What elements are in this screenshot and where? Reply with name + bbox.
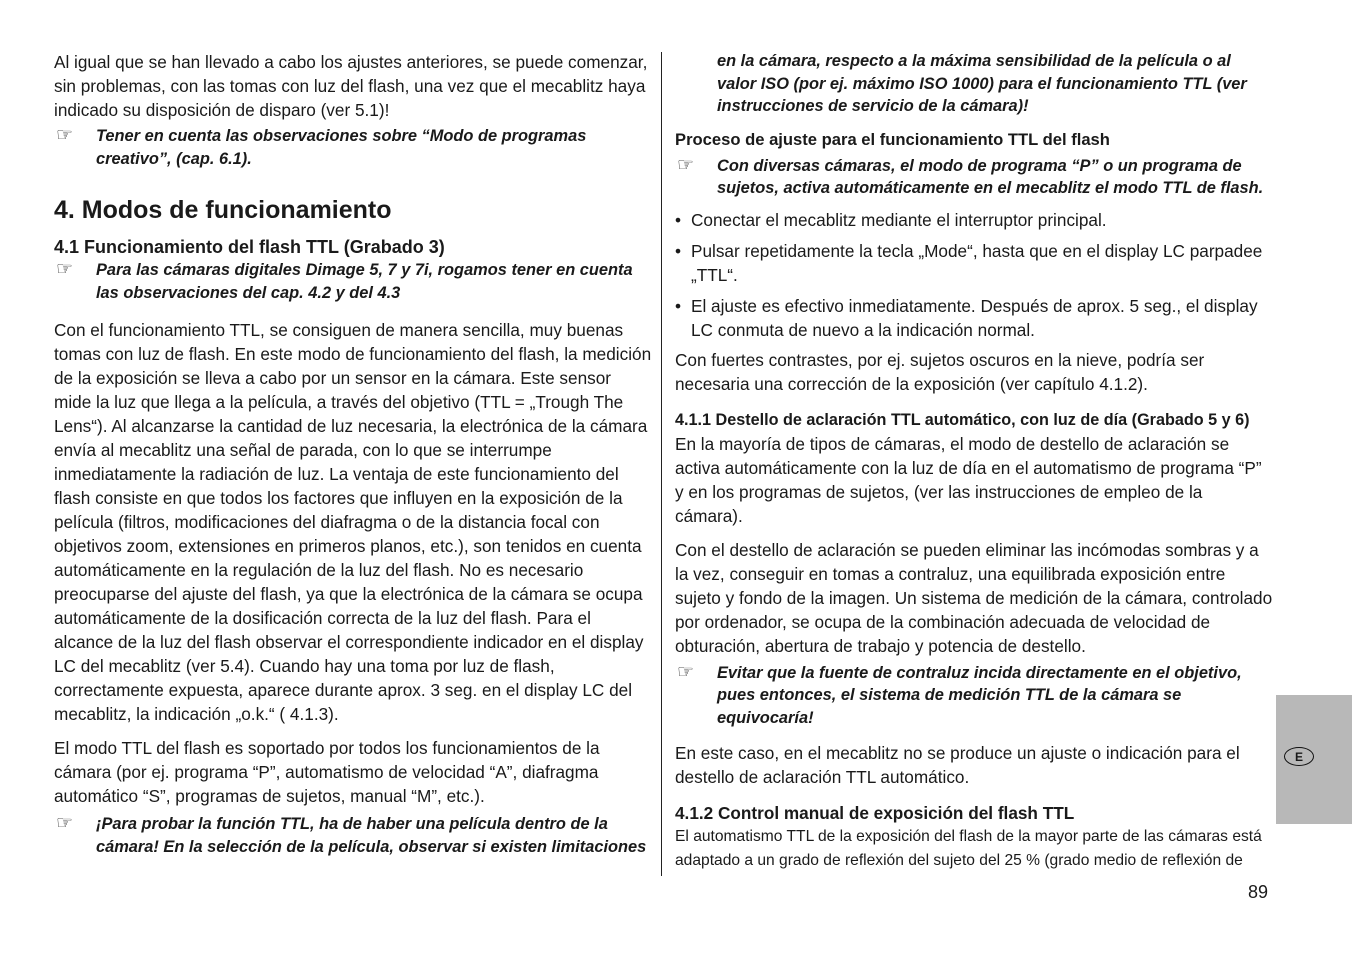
pointing-hand-icon: ☞ (677, 661, 695, 683)
paragraph-modo-ttl: El modo TTL del flash es soportado por todos los funcionamientos de la cámara (por ej. programa “P”, automatismo de velocidad “A”, diafragma automático “S”, programas de sujetos, manual “M”, etc.). (54, 738, 600, 806)
note-dimage: ☞ Para las cámaras digitales Dimage 5, 7 y 7i, rogamos tener en cuenta las observaciones del cap. 4.2 y del 4.3 (54, 259, 652, 304)
note-modo-p: ☞ Con diversas cámaras, el modo de programa “P” o un programa de sujetos, activa automáticamente en el mecablitz el modo TTL de flash. (675, 155, 1273, 200)
note-probar-ttl: ☞ ¡Para probar la función TTL, ha de haber una película dentro de la cámara! En la selección de la película, observar si existen limitaciones (54, 813, 652, 858)
note-contraluz: ☞ Evitar que la fuente de contraluz incida directamente en el objetivo, pues entonces, el sistema de medición TTL de la cámara se equivocaría! (675, 662, 1273, 730)
language-badge: E (1284, 747, 1314, 766)
list-item: • El ajuste es efectivo inmediatamente. Después de aprox. 5 seg., el display LC conmuta de nuevo a la indicación normal. (675, 295, 1258, 340)
heading-proceso: Proceso de ajuste para el funcionamiento TTL del flash (675, 129, 1110, 149)
bullet-icon: • (675, 295, 682, 316)
left-column (54, 50, 652, 858)
paragraph-automatismo: El automatismo TTL de la exposición del flash de la mayor parte de las cámaras está adaptado a un grado de reflexión del sujeto del 25 % (grado medio de reflexión de (675, 828, 1262, 869)
paragraph-intro: Al igual que se han llevado a cabo los ajustes anteriores, se puede comenzar, sin problemas, con las tomas con luz del flash, una vez que el mecablitz haya indicado su disposición de disparo (ver 5.1)! (54, 52, 648, 120)
paragraph-contrastes: Con fuertes contrastes, por ej. sujetos oscuros en la nieve, podría ser necesaria una corrección de la exposición (ver capítulo 4.1.2). (675, 349, 1205, 394)
pointing-hand-icon: ☞ (56, 259, 74, 280)
heading-4-1: 4.1 Funcionamiento del flash TTL (Grabado 3) (54, 237, 445, 257)
right-column (675, 50, 1273, 873)
pointing-hand-icon: ☞ (56, 125, 74, 146)
page-number: 89 (1248, 882, 1269, 902)
paragraph-ttl: Con el funcionamiento TTL, se consiguen de manera sencilla, muy buenas tomas con luz de flash. En este modo de funcionamiento del flash, la medición de la exposición se lleva a cabo por un sensor en la cámara. Este sensor mide la luz que llega a la película, a través del objetivo (TTL = „Trough The Lens“). Al alcanzarse la cantidad de luz necesaria, la electrónica de la cámara envía al mecablitz una señal de parada, con lo que se interrumpe inmediatamente la radiación de luz. La ventaja de este funcionamiento del flash consiste en que todos los factores que influyen en la exposición de la película (filtros, modificaciones del diafragma o de la distancia focal con objetivos zoom, extensiones en primeros planos, etc.), son tenidos en cuenta automáticamente en la regulación de la luz del flash. No es necesario preocuparse del ajuste del flash, ya que la electrónica de la cámara se ocupa automáticamente de la dosificación correcta de la luz del flash. Para el alcance de la luz del flash observar el correspondiente indicador en el display LC del mecablitz (ver 5.4). Cuando hay una toma por luz de flash, correctamente expuesta, aparece durante aprox. 3 seg. en el display LC del mecablitz, la indicación „o.k.“ ( 4.1.3). (54, 320, 652, 724)
paragraph-en-este-caso: En este caso, en el mecablitz no se produce un ajuste o indicación para el destello de aclaración TTL automático. (675, 743, 1240, 787)
note-continuation: en la cámara, respecto a la máxima sensibilidad de la película o al valor ISO (por ej. máximo ISO 1000) para el funcionamiento TTL (ver instrucciones de servicio de la cámara)! (717, 52, 1247, 115)
heading-4-1-2: 4.1.2 Control manual de exposición del flash TTL (675, 803, 1075, 823)
column-divider (661, 52, 662, 876)
note-modo-programas: ☞ Tener en cuenta las observaciones sobre “Modo de programas creativo”, (cap. 6.1). (54, 125, 652, 170)
pointing-hand-icon: ☞ (56, 813, 74, 834)
heading-modos: 4. Modos de funcionamiento (54, 196, 392, 224)
heading-4-1-1: 4.1.1 Destello de aclaración TTL automático, con luz de día (Grabado 5 y 6) (675, 410, 1250, 429)
paragraph-aclaracion: Con el destello de aclaración se pueden eliminar las incómodas sombras y a la vez, conseguir en tomas a contraluz, una equilibrada exposición entre sujeto y fondo de la imagen. Un sistema de medición de la cámara, controlado por ordenador, se ocupa de la combinación adecuada de velocidad de obturación, abertura de trabajo y potencia de destello. (675, 539, 1273, 656)
list-item: • Conectar el mecablitz mediante el interruptor principal. (675, 209, 1107, 230)
paragraph-destello: En la mayoría de tipos de cámaras, el modo de destello de aclaración se activa automáticamente con la luz de día en el automatismo de programa “P” y en los programas de sujetos, (ver las instrucciones de empleo de la cámara). (675, 433, 1262, 526)
bullet-icon: • (675, 209, 682, 230)
pointing-hand-icon: ☞ (677, 154, 695, 176)
bullet-icon: • (675, 240, 682, 261)
list-item: • Pulsar repetidamente la tecla „Mode“, hasta que en el display LC parpadee „TTL“. (675, 240, 1263, 285)
